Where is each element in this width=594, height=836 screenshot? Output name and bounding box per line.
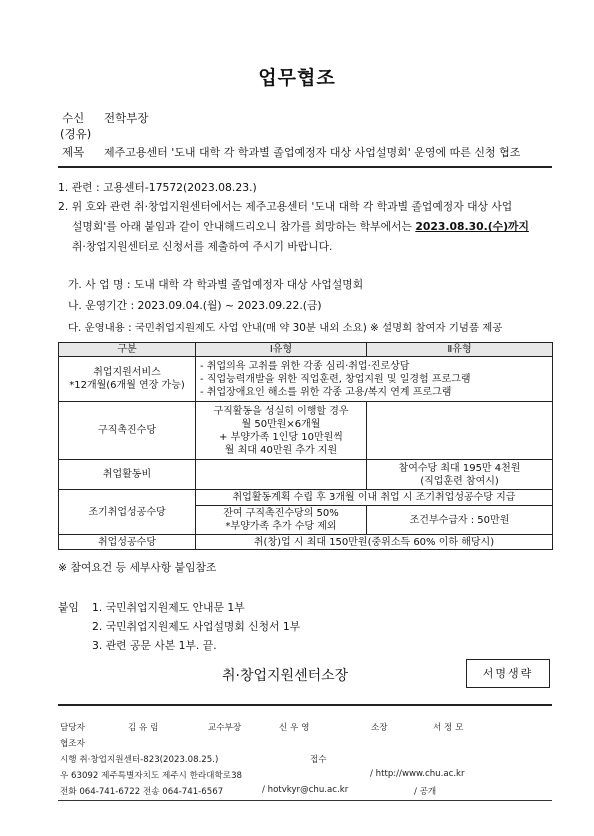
program-content: 다. 운영내용 : 국민취업지원제도 사업 안내(매 약 30분 내외 소요) ※ 설명회 참여자 기념품 제공 [68, 322, 503, 334]
cooperator-label: 협조자 [60, 739, 85, 749]
request-line-2-text: 설명회'를 아래 붙임과 같이 안내해드리오니 참가를 희망하는 학부에서는 [72, 220, 416, 233]
attachment-item: 3. 관련 공문 사본 1부. 끝. [92, 639, 217, 652]
detail-line: 참여수당 최대 195만 4천원 [398, 462, 521, 474]
footer-bottom-rule [58, 800, 552, 801]
detail-line: + 부양가족 1인당 10만원씩 [219, 431, 343, 443]
detail-line: 월 최대 40만원 추가 지원 [224, 444, 338, 456]
job-seeking-type2 [367, 402, 553, 460]
attachment-item: 2. 국민취업지원제도 사업설명회 신청서 1부 [92, 620, 301, 633]
reference-note: ※ 참여요건 등 세부사항 붙임참조 [58, 561, 217, 574]
early-employment-type2: 조건부수급자 : 50만원 [367, 506, 553, 535]
sender-name: 취·창업지원센터소장 [222, 668, 349, 684]
drafter-name: 김 유 림 [128, 723, 159, 733]
head-name: 서 정 모 [433, 723, 464, 733]
header-category: 구분 [59, 343, 196, 357]
job-seeking-type1 [196, 402, 367, 460]
program-period: 나. 운영기간 : 2023.09.04.(월) ~ 2023.09.22.(금) [68, 299, 322, 312]
reviewer-name: 신 우 영 [279, 723, 310, 733]
detail-line: 구직활동을 성실히 이행할 경우 [213, 405, 349, 417]
postal-address: 우 63092 제주특별자치도 제주시 한라대학로38 [60, 771, 243, 781]
detail-line: (직업훈련 참여시) [420, 475, 499, 487]
enforcement-number: 시행 취·창업지원센터-823(2023.08.25.) [60, 755, 219, 765]
early-employment-type1 [196, 506, 367, 535]
via-label: (경유) [60, 127, 92, 141]
request-line-1: 2. 위 호와 관련 취·창업지원센터에서는 제주고용센터 '도내 대학 각 학과별 졸업예정자 대상 사업 [58, 200, 513, 213]
recipient-label: 수신 [62, 111, 85, 125]
early-employment-summary: 취업활동계획 수립 후 3개월 이내 취업 시 조기취업성공수당 지급 [196, 490, 553, 506]
attachment-item: 1. 국민취업지원제도 안내문 1부 [92, 601, 245, 614]
row-label-job-seeking-allowance: 구직촉진수당 [59, 402, 196, 460]
support-table [58, 342, 553, 550]
drafter-label: 담당자 [60, 723, 85, 733]
request-line-3: 취·창업지원센터로 신청서를 제출하여 주시기 바랍니다. [72, 240, 333, 253]
deadline-date: 2023.08.30.(수)까지 [415, 220, 529, 233]
activity-type1 [196, 460, 367, 490]
table-row [59, 460, 553, 490]
head-label: 소장 [371, 723, 388, 733]
footer-divider [58, 704, 552, 706]
detail-line: *부양가족 추가 수당 제외 [225, 521, 337, 532]
table-row [59, 535, 553, 550]
program-name: 가. 사 업 명 : 도내 대학 각 학과별 졸업예정자 대상 사업설명회 [68, 278, 364, 291]
homepage-url: / http://www.chu.ac.kr [370, 769, 465, 779]
detail-line: 월 50만원×6개월 [241, 418, 321, 430]
success-allowance-details: 취(창)업 시 최대 150만원(중위소득 60% 이하 해당시) [196, 535, 553, 550]
table-header-row [59, 343, 553, 357]
disclosure-status: / 공개 [414, 787, 437, 797]
row-label-activity-expense: 취업활동비 [59, 460, 196, 490]
recipient-value: 전학부장 [104, 111, 149, 125]
row-label-line: 취업지원서비스 [93, 367, 161, 378]
row-label-employment-service [59, 357, 196, 402]
table-row [59, 402, 553, 460]
email-address: / hotvkyr@chu.ac.kr [262, 785, 349, 795]
attachment-label: 붙임 [58, 601, 79, 614]
employment-service-details [196, 357, 553, 402]
subject-value: 제주고용센터 '도내 대학 각 학과별 졸업예정자 대상 사업설명회' 운영에 따른 신청 협조 [104, 146, 521, 159]
row-label-line: *12개월(6개월 연장 가능) [69, 380, 185, 391]
reference-item: 1. 관련 : 고용센터-17572(2023.08.23.) [58, 181, 257, 194]
subject-label: 제목 [62, 145, 85, 159]
signature-omitted-box: 서명생략 [466, 659, 550, 688]
request-line-2 [72, 219, 529, 234]
header-type1: Ⅰ유형 [196, 343, 367, 357]
row-label-success-allowance: 취업성공수당 [59, 535, 196, 550]
reviewer-label: 교수부장 [208, 723, 242, 733]
detail-line: 잔여 구직촉진수당의 50% [223, 508, 339, 519]
detail-line: - 취업의욕 고취를 위한 각종 심리·취업·진로상담 [200, 360, 410, 372]
table-row [59, 490, 553, 506]
row-label-early-employment: 조기취업성공수당 [59, 490, 196, 535]
activity-type2 [367, 460, 553, 490]
phone-fax: 전화 064-741-6722 전송 064-741-6567 [60, 787, 224, 797]
receipt-label: 접수 [310, 755, 327, 765]
document-title: 업무협조 [258, 67, 336, 89]
header-type2: Ⅱ유형 [367, 343, 553, 357]
detail-line: - 취업장애요인 해소를 위한 각종 고용/복지 연계 프로그램 [200, 386, 452, 398]
detail-line: - 직업능력개발을 위한 직업훈련, 창업지원 및 일경험 프로그램 [200, 373, 471, 385]
table-row [59, 357, 553, 402]
header-divider [58, 166, 552, 168]
